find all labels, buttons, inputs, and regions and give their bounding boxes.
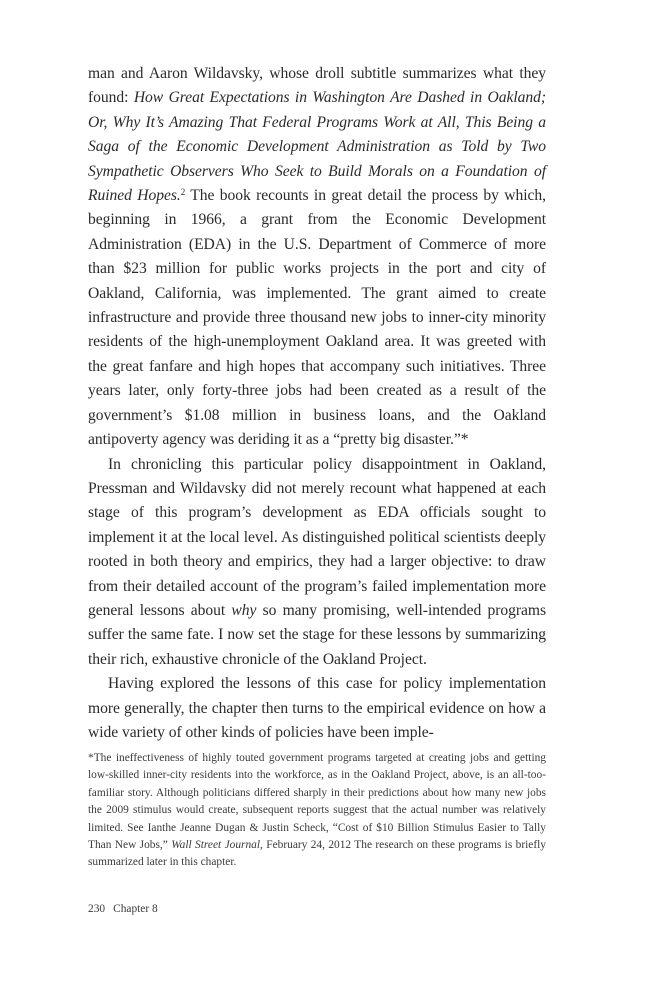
page-body [88,62,546,745]
footnote-journal: Wall Street Journal [171,839,261,852]
page-number: 230 [88,903,106,915]
footnote [88,750,546,872]
footnote-part2: , February 24, 2012 The research on these programs is briefly summarized later in this chapter. [88,839,546,869]
paragraph-2-part2: so many promising, well-intended programs suffer the same fate. I now set the stage for these lessons by summarizing their rich, exhaustive chronicle of the Oakland Project. [88,601,546,668]
paragraph-1-rest: The book recounts in great detail the process by which, beginning in 1966, a grant from the Economic Development Administration (EDA) in the U.S. Department of Commerce of more than $23 million for public works projects in the port and city of Oakland, California, was implemented. The grant aimed to create infrastructure and provide three thousand new jobs to inner-city minority residents of the high-unemployment Oakland area. It was greeted with the great fanfare and high hopes that accompany such initiatives. Three years later, only forty-three jobs had been created as a result of the government’s $1.08 million in business loans, and the Oakland antipoverty agency was deriding it as a “pretty big disaster.”* [88,187,546,449]
paragraph-1 [88,62,546,453]
paragraph-2-part1: In chronicling this particular policy disappointment in Oakland, Pressman and Wildavsky did not merely recount what happened at each stage of this program’s development as EDA officials sought to implement it at the local level. As distinguished political scientists deeply rooted in both theory and empirics, they had a larger objective: to draw from their detailed account of the program’s failed implementation more general lessons about [88,455,546,619]
footnote-text [88,750,546,872]
paragraph-2 [88,453,546,673]
paragraph-3: Having explored the lessons of this case for policy implementation more generally, the chapter then turns to the empirical evidence on how a wide variety of other kinds of policies have been imple- [88,675,546,741]
paragraph-1-lead: man and Aaron Wildavsky, whose droll subtitle summarizes what they found: [88,65,546,107]
note-reference: 2 [180,187,186,198]
page-footer [88,903,158,915]
running-chapter: Chapter 8 [113,903,158,915]
main-text [88,62,546,745]
paragraph-2-emphasis: why [231,601,257,619]
footnote-part1: *The ineffectiveness of highly touted government programs targeted at creating jobs and getting low-skilled inner-city residents into the workforce, as in the Oakland Project, above, is an all-too-familiar story. Although politicians differed sharply in their predictions about how many new jobs the 2009 stimulus would create, subsequent reports suggest that the actual number was relatively limited. See Ianthe Jeanne Dugan & Justin Scheck, “Cost of $10 Billion Stimulus Easier to Tally Than New Jobs,” [88,752,546,852]
book-subtitle: How Great Expectations in Washington Are Dashed in Oakland; Or, Why It’s Amazing That Federal Programs Work at All, This Being a Saga of the Economic Development Administration as Told by Two Sympathetic Observers Who Seek to Build Morals on a Foundation of Ruined Hopes. [88,89,546,205]
